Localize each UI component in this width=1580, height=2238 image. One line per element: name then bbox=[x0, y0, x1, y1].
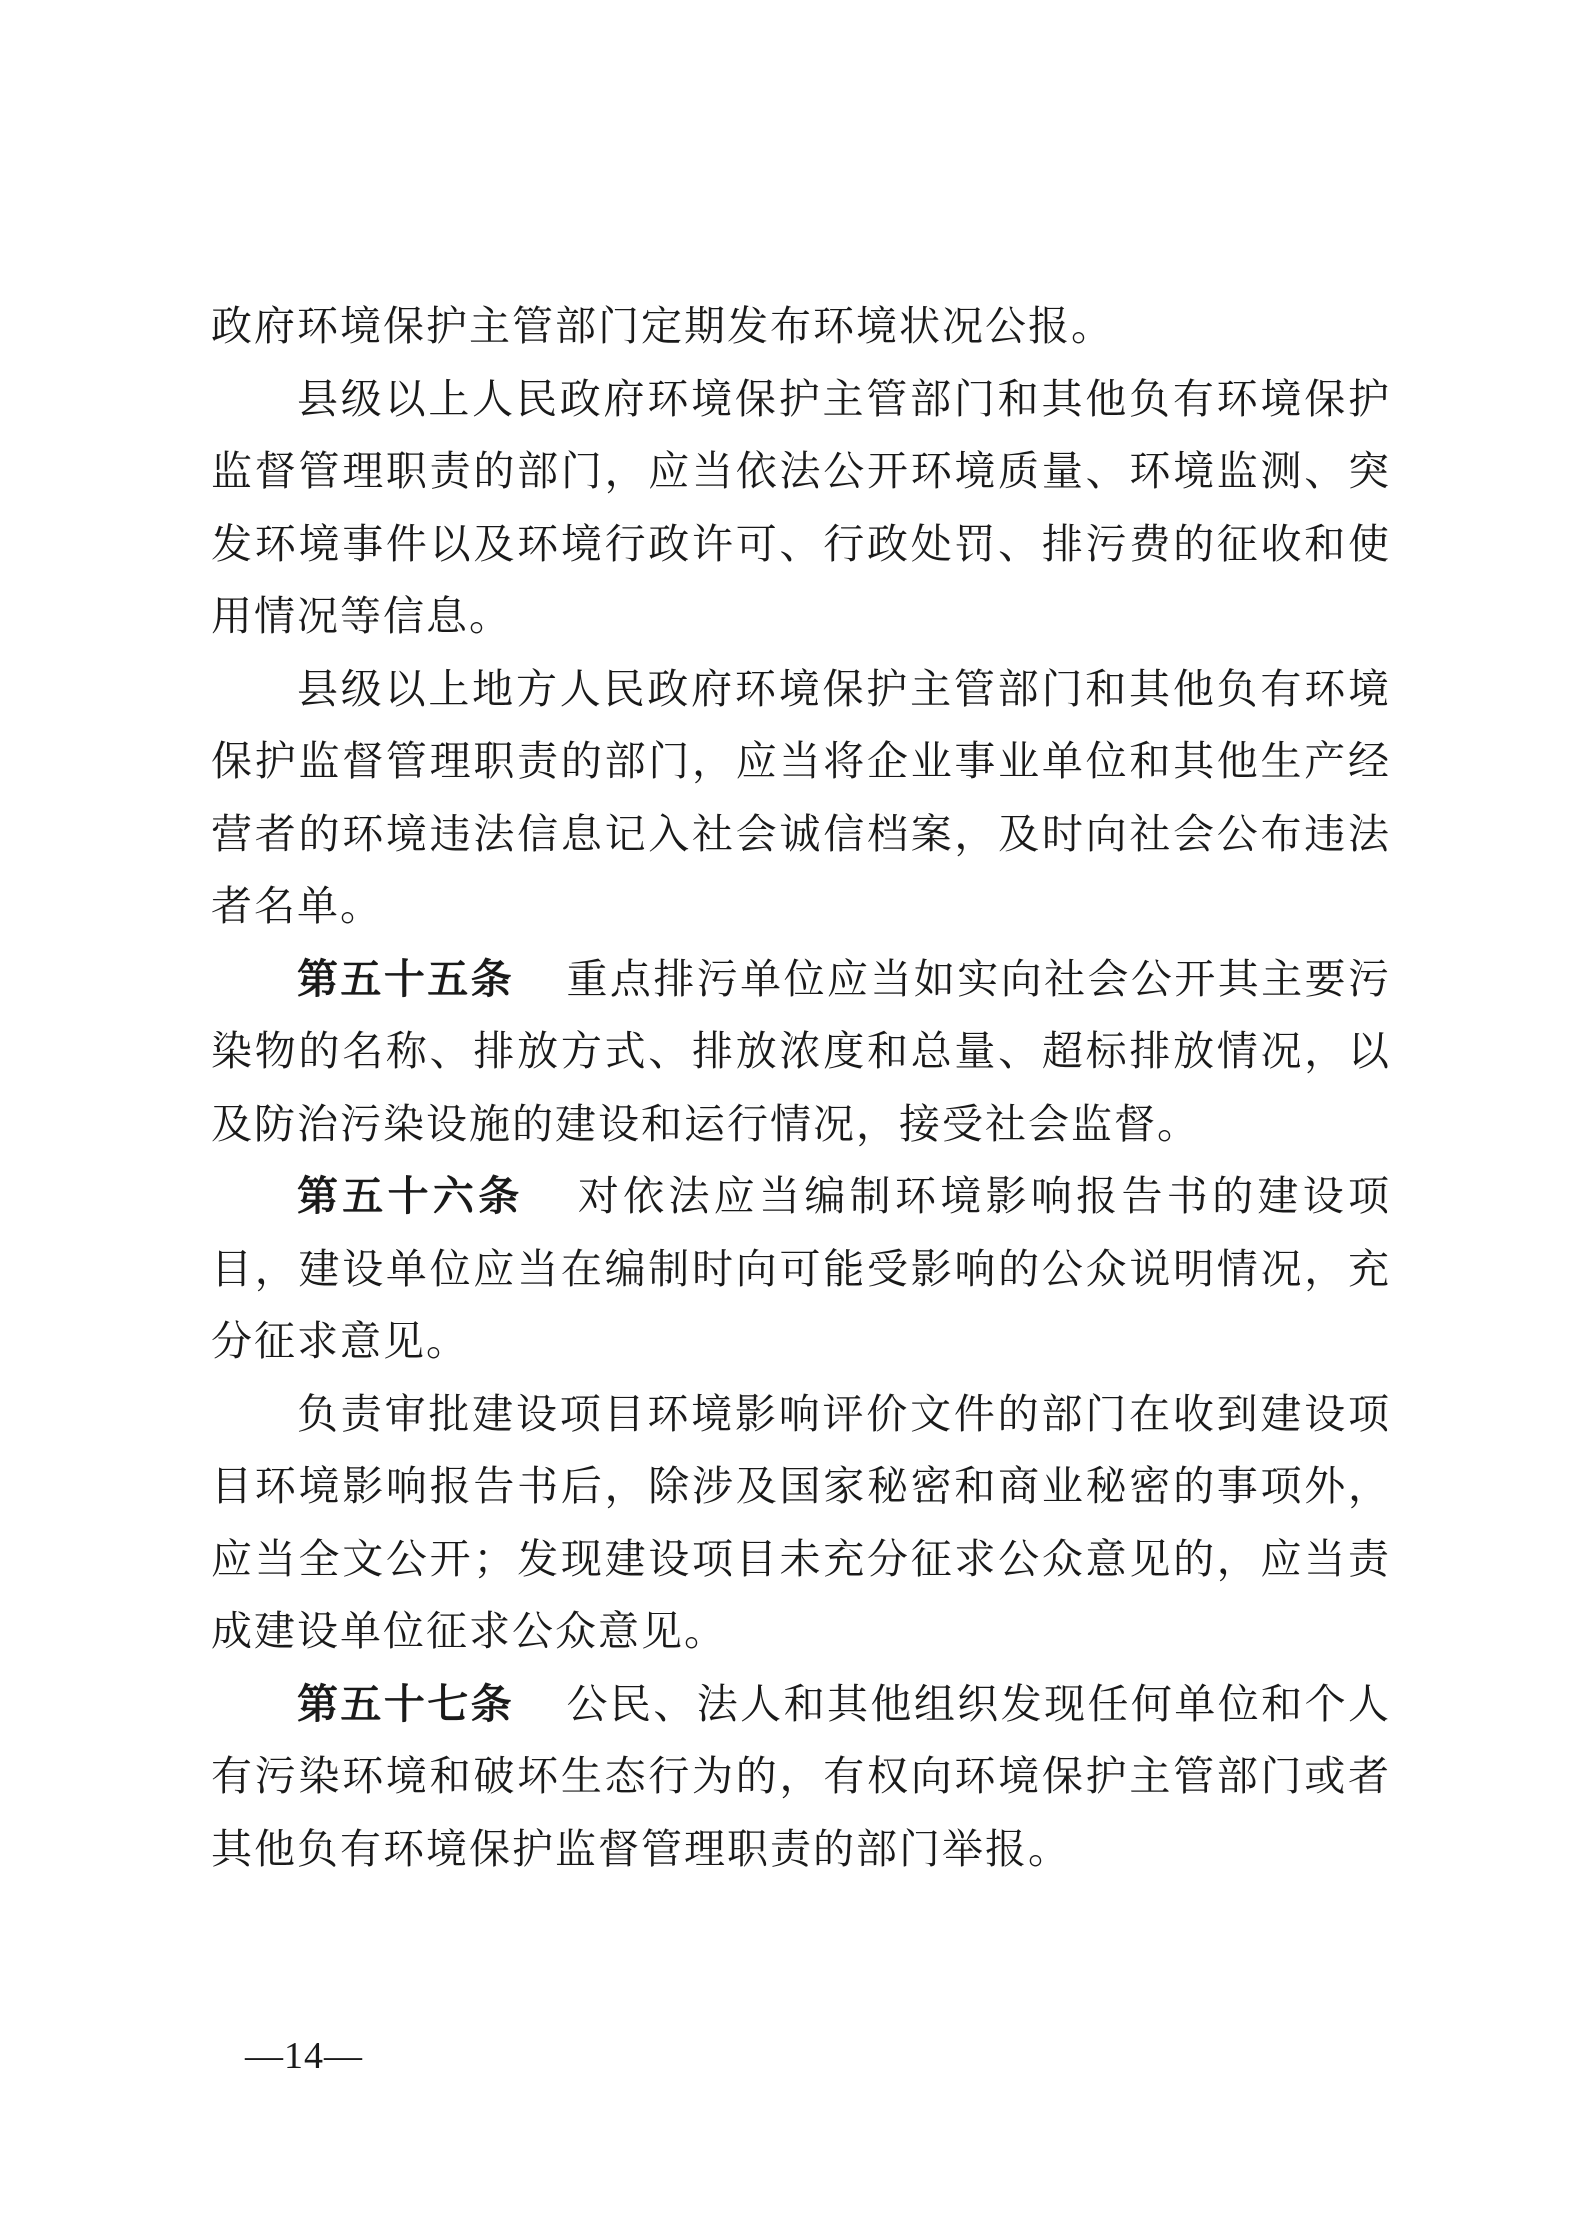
paragraph-text: 县级以上人民政府环境保护主管部门和其他负有环境保护监督管理职责的部门，应当依法公开环境质量、环境监测、突发环境事件以及环境行政许可、行政处罚、排污费的征收和使用情况等信息。 bbox=[211, 374, 1391, 640]
article-text: 对依法应当编制环境影响报告书的建设项目，建设单位应当在编制时向可能受影响的公众说明情况，充分征求意见。 bbox=[211, 1172, 1392, 1365]
paragraph-information-disclosure bbox=[211, 363, 1391, 653]
article-57 bbox=[211, 1668, 1391, 1886]
paragraph-environment-bulletin-tail bbox=[211, 290, 1391, 363]
paragraph-text: 政府环境保护主管部门定期发布环境状况公报。 bbox=[211, 302, 1114, 350]
document-body bbox=[211, 290, 1391, 1885]
paragraph-text: 负责审批建设项目环境影响评价文件的部门在收到建设项目环境影响报告书后，除涉及国家秘密和商业秘密的事项外，应当全文公开；发现建设项目未充分征求公众意见的，应当责成建设单位征求公众意见。 bbox=[211, 1389, 1391, 1655]
article-text: 重点排污单位应当如实向社会公开其主要污染物的名称、排放方式、排放浓度和总量、超标排放情况，以及防治污染设施的建设和运行情况，接受社会监督。 bbox=[211, 954, 1392, 1148]
article-text: 公民、法人和其他组织发现任何单位和个人有污染环境和破坏生态行为的，有权向环境保护主管部门或者其他负有环境保护监督管理职责的部门举报。 bbox=[211, 1679, 1392, 1873]
article-heading: 第五十六条 bbox=[297, 1172, 524, 1220]
article-heading: 第五十七条 bbox=[297, 1679, 515, 1728]
article-56 bbox=[211, 1160, 1391, 1378]
paragraph-credit-archive bbox=[211, 653, 1391, 943]
page-number: —14— bbox=[245, 2035, 363, 2077]
paragraph-text: 县级以上地方人民政府环境保护主管部门和其他负有环境保护监督管理职责的部门，应当将企业事业单位和其他生产经营者的环境违法信息记入社会诚信档案，及时向社会公布违法者名单。 bbox=[211, 664, 1391, 930]
paragraph-eia-report-publication bbox=[211, 1378, 1391, 1668]
article-55 bbox=[211, 943, 1391, 1161]
article-heading: 第五十五条 bbox=[297, 954, 515, 1003]
